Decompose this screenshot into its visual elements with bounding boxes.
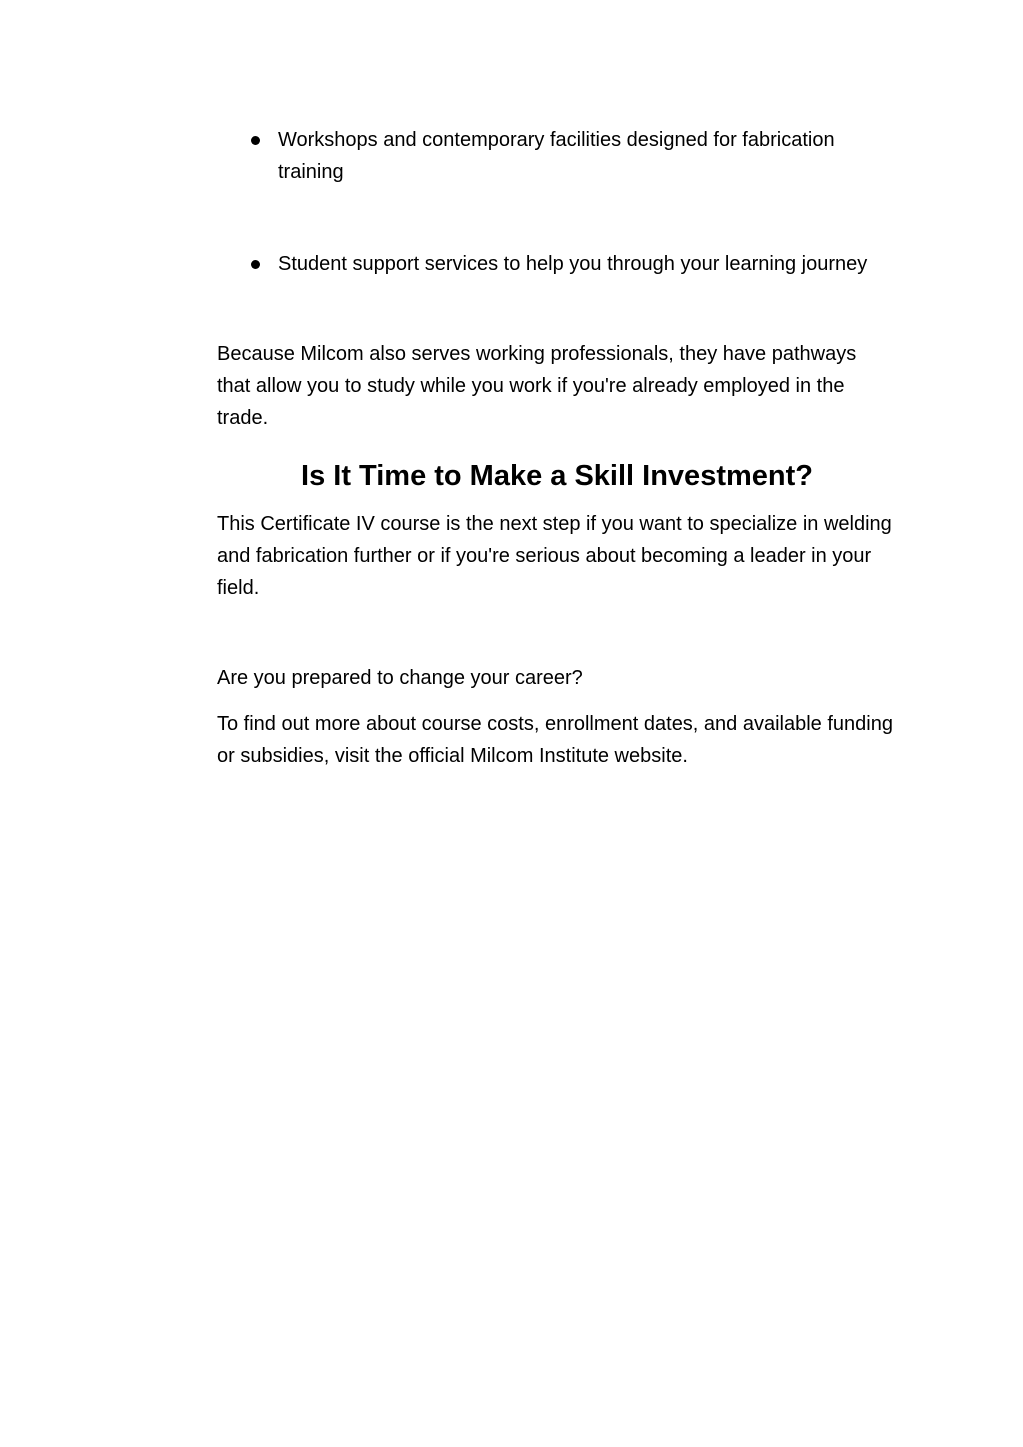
paragraph-question: Are you prepared to change your career?: [217, 667, 583, 689]
document-content: [217, 124, 907, 772]
bullet-text: Student support services to help you through your learning journey: [278, 253, 868, 275]
bullet-icon: [251, 136, 260, 145]
bullet-icon: [251, 260, 260, 269]
feature-bullet-list: [217, 124, 907, 280]
paragraph-certificate: This Certificate IV course is the next step if you want to specialize in welding and fabrication further or if you're serious about becoming a leader in your field.: [217, 513, 892, 599]
bullet-item-student-support: [217, 248, 878, 280]
bullet-text: Workshops and contemporary facilities designed for fabrication training: [278, 129, 835, 183]
paragraph-visit-website: To find out more about course costs, enrollment dates, and available funding or subsidies, visit the official Milcom Institute website.: [217, 713, 893, 767]
bullet-item-workshops: [217, 124, 878, 188]
paragraph-professionals: Because Milcom also serves working professionals, they have pathways that allow you to study while you work if you're already employed in the trade.: [217, 343, 857, 429]
section-heading: Is It Time to Make a Skill Investment?: [301, 460, 813, 492]
